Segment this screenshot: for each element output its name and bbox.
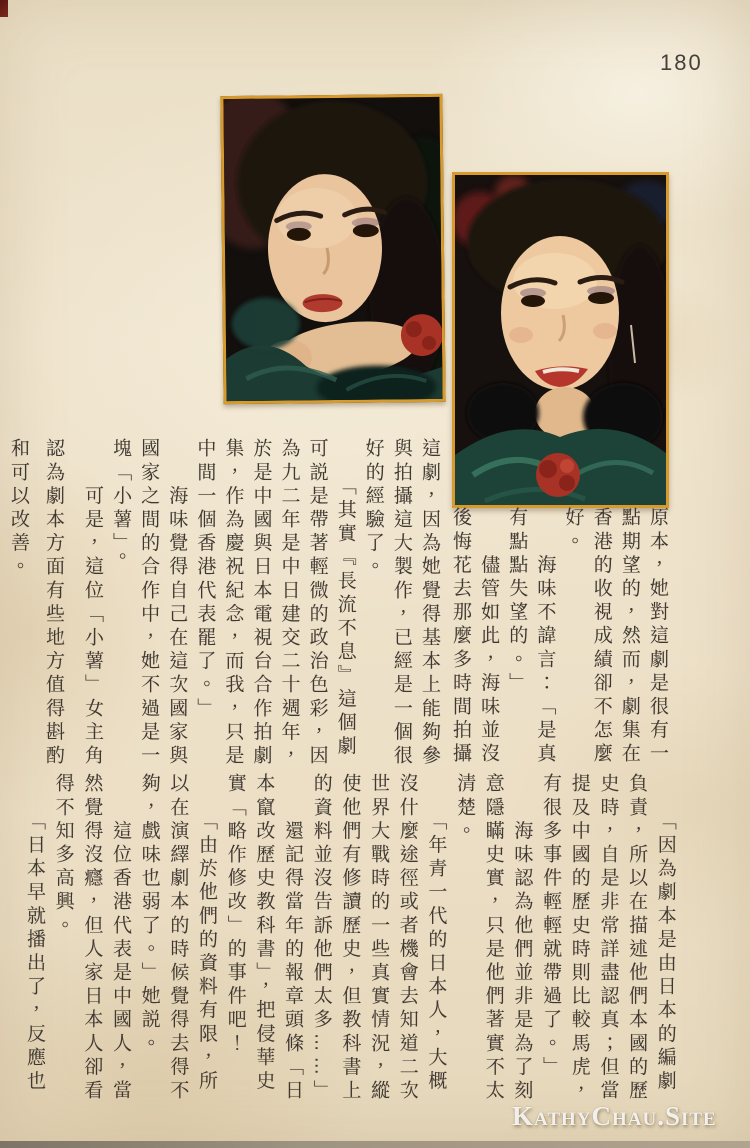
text-column: 清楚。 [454,773,476,844]
text-column: 實「略作修改」的事件吧！ [224,773,246,1057]
text-column: 「因為劇本是由日本的編劇 [654,773,676,1094]
article-section-upper-main [82,438,440,770]
page-bottom-edge [0,1141,750,1148]
text-column: 沒什麼途徑或者機會去知道二次 [396,773,418,1104]
text-column: 以在演繹劇本的時候覺得去得不 [167,773,189,1104]
portrait-photo-left-art [223,97,442,401]
text-column: 夠，戲味也弱了。」她説。 [138,773,160,1057]
text-column: 海味不諱言：「是真 [534,507,556,767]
text-column: 這劇，因為她覺得基本上能夠參 [418,438,440,769]
text-column: 的資料並沒告訴他們太多……」 [310,773,332,1104]
text-column: 意隱瞞史實，只是他們著實不太 [482,773,504,1104]
text-column: 海味覺得自己在這次國家與 [166,438,188,769]
text-column: 世界大戰時的一些真實情況，縱 [368,773,390,1104]
article-section-lower [24,773,676,1109]
text-column: 有很多事件輕輕就帶過了。」 [540,773,562,1080]
text-column: 後悔花去那麼多時間拍攝 [450,507,471,767]
text-column: 中間一個香港代表罷了。」 [194,438,216,722]
text-column: 可是，這位「小薯」女主角 [82,438,103,769]
text-column: 原本，她對這劇是很有一 [646,507,668,767]
text-column: 「由於他們的資料有限，所 [196,773,218,1094]
text-column: 使他們有修讀歷史，但教科書上 [339,773,361,1104]
text-column: 「其實『長流不息』這個劇 [334,438,356,759]
text-column: 得不知多高興。 [52,773,74,939]
text-column: 提及中國的歷史時則比較馬虎， [568,773,590,1104]
text-column: 集，作為慶祝紀念，而我，只是 [222,438,244,769]
portrait-photo-left [220,94,445,404]
article-section-upper-right [450,507,668,769]
text-column: 點期望的，然而，劇集在 [618,507,640,767]
text-column: 「日本早就播出了，反應也 [24,773,45,1094]
text-column: 國家之間的合作中，她不過是一 [138,438,160,769]
text-column: 和可以改善。 [8,438,29,580]
text-column: 與拍攝這大製作，已經是一個很 [390,438,412,769]
text-column: 有點點失望的。」 [506,507,528,696]
text-column: 還記得當年的報章頭條「日 [282,773,304,1104]
text-column: 塊「小薯」。 [110,438,132,571]
page-corner-mark [0,0,8,17]
article-section-upper-left [8,438,64,770]
text-column: 可説是帶著輕微的政治色彩，因 [306,438,328,769]
page-number: 180 [660,50,703,75]
text-column: 然覺得沒癮，但人家日本人卻看 [81,773,103,1104]
portrait-photo-right [452,172,669,508]
text-column: 負責，所以在描述他們本國的歷 [626,773,648,1104]
portrait-photo-right-art [455,175,666,505]
text-column: 認為劇本方面有些地方值得斟酌 [43,438,64,769]
text-column: 海味認為他們並非是為了刻 [511,773,533,1104]
text-column: 為九二年是中日建交二十週年， [278,438,300,769]
text-column: 儘管如此，海味並沒 [478,507,500,767]
text-column: 本竄改歷史教科書」，把侵華史 [253,773,275,1094]
watermark: KathyChau.Site [512,1101,717,1131]
text-column: 香港的收視成績卻不怎麼 [590,507,612,767]
text-column: 好的經驗了。 [362,438,384,580]
text-column: 於是中國與日本電視台合作拍劇 [250,438,272,769]
text-column: 好。 [562,507,584,555]
text-column: 史時，自是非常詳盡認真；但當 [597,773,619,1104]
text-column: 這位香港代表是中國人，當 [110,773,132,1104]
text-column: 「年青一代的日本人，大概 [425,773,447,1094]
